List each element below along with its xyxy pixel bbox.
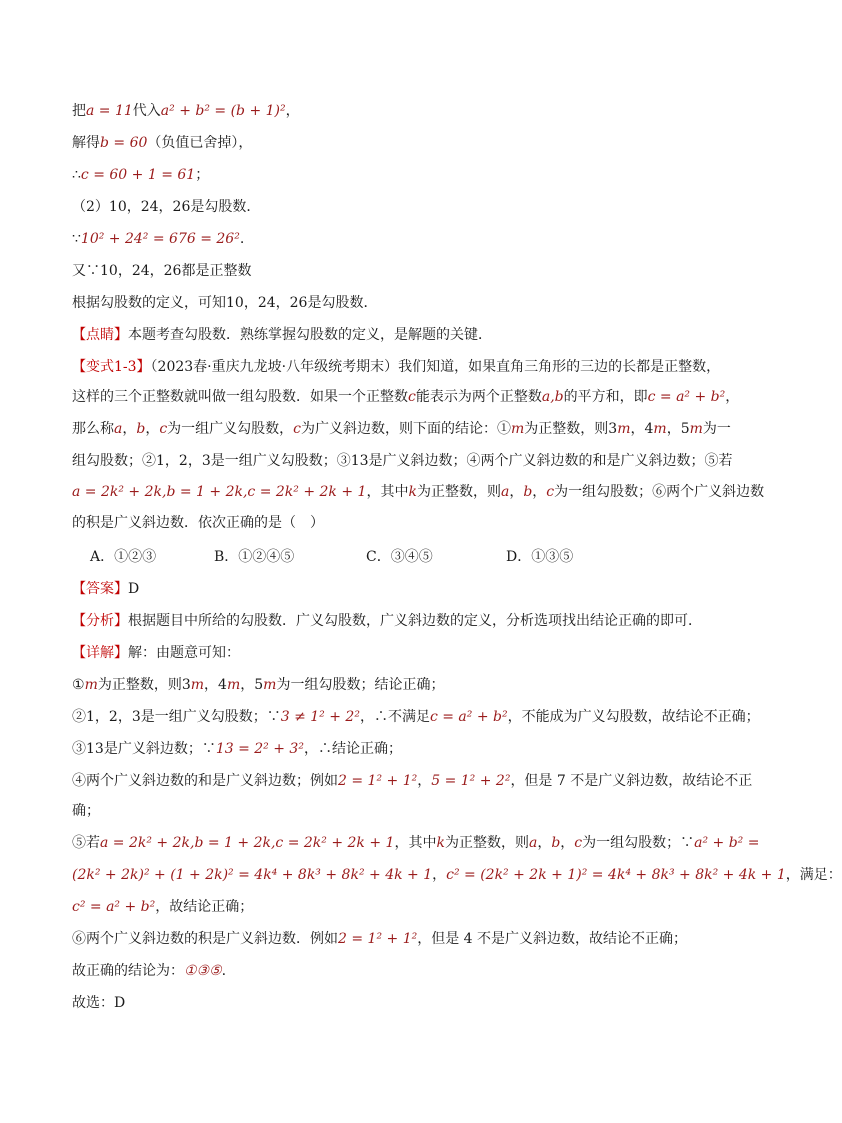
detail-1: ①m为正整数，则3m，4m，5m为一组勾股数；结论正确； <box>72 677 445 693</box>
option-b[interactable]: B．①②④⑤ <box>214 549 295 565</box>
line-2: 解得b = 60（负值已舍掉）， <box>72 135 253 151</box>
option-d[interactable]: D．①③⑤ <box>506 549 574 565</box>
line-5: ∵10² + 24² = 676 = 26². <box>72 231 245 247</box>
question-line-4: 组勾股数；②1，2，3是一组广义勾股数；③13是广义斜边数；④两个广义斜边数的和是广义斜边数；⑤若 <box>72 453 733 469</box>
option-a[interactable]: A．①②③ <box>90 549 157 565</box>
answer-label: 【答案】 <box>72 581 128 597</box>
detail-label: 【详解】 <box>72 645 128 661</box>
variant-label: 【变式1-3】 <box>72 359 151 375</box>
question-line-2: 这样的三个正整数就叫做一组勾股数．如果一个正整数c能表示为两个正整数a,b的平方和，即c = a² + b²， <box>72 389 740 405</box>
line-6: 又∵10，24，26都是正整数 <box>72 263 252 279</box>
detail-2: ②1，2，3是一组广义勾股数；∵3 ≠ 1² + 2²，∴不满足c = a² + b²，不能成为广义勾股数，故结论不正确； <box>72 709 760 725</box>
dianjing-line: 【点睛】本题考查勾股数．熟练掌握勾股数的定义，是解题的关键． <box>72 327 492 343</box>
variant-title-line: 【变式1-3】（2023春·重庆九龙坡·八年级统考期末）我们知道，如果直角三角形的三边的长都是正整数， <box>72 359 721 375</box>
question-line-3: 那么称a，b，c为一组广义勾股数，c为广义斜边数，则下面的结论：①m为正整数，则3m，4m，5m为一 <box>72 421 731 437</box>
analysis-line: 【分析】根据题目中所给的勾股数．广义勾股数，广义斜边数的定义，分析选项找出结论正确的即可． <box>72 613 702 629</box>
detail-5-expansion: (2k² + 2k)² + (1 + 2k)² = 4k⁴ + 8k³ + 8k² + 4k + 1，c² = (2k² + 2k + 1)² = 4k⁴ + 8k³ + 8k² + 4k + 1，满足： <box>72 867 842 883</box>
detail-line: 【详解】解：由题意可知： <box>72 645 240 661</box>
detail-3: ③13是广义斜边数；∵13 = 2² + 3²，∴结论正确； <box>72 741 402 757</box>
conclusion-line: 故正确的结论为：①③⑤. <box>72 963 227 979</box>
dianjing-label: 【点睛】 <box>72 327 128 343</box>
detail-4: ④两个广义斜边数的和是广义斜边数；例如2 = 1² + 1²，5 = 1² + 2²，但是 7 不是广义斜边数，故结论不正 <box>72 773 753 789</box>
line-4: （2）10，24，26是勾股数． <box>72 199 261 215</box>
question-line-5: a = 2k² + 2k,b = 1 + 2k,c = 2k² + 2k + 1，其中k为正整数，则a，b，c为一组勾股数；⑥两个广义斜边数 <box>72 484 765 500</box>
line-1: 把a = 11代入a² + b² = (b + 1)²， <box>72 103 300 119</box>
question-line-6: 的积是广义斜边数．依次正确的是（ ） <box>72 515 324 531</box>
analysis-label: 【分析】 <box>72 613 128 629</box>
final-choice: 故选：D <box>72 995 126 1011</box>
options-row <box>90 546 573 568</box>
line-7: 根据勾股数的定义，可知10，24，26是勾股数． <box>72 295 378 311</box>
answer-value: D <box>128 581 140 597</box>
answer-line <box>72 578 139 600</box>
detail-4-cont: 确； <box>72 803 100 819</box>
detail-5: ⑤若a = 2k² + 2k,b = 1 + 2k,c = 2k² + 2k + 1，其中k为正整数，则a，b，c为一组勾股数；∵a² + b² = <box>72 835 760 851</box>
option-c[interactable]: C．③④⑤ <box>366 549 433 565</box>
detail-6: ⑥两个广义斜边数的积是广义斜边数．例如2 = 1² + 1²，但是 4 不是广义斜边数，故结论不正确； <box>72 931 688 947</box>
line-3: ∴c = 60 + 1 = 61； <box>72 167 210 183</box>
detail-5-conclusion: c² = a² + b²，故结论正确； <box>72 899 254 915</box>
